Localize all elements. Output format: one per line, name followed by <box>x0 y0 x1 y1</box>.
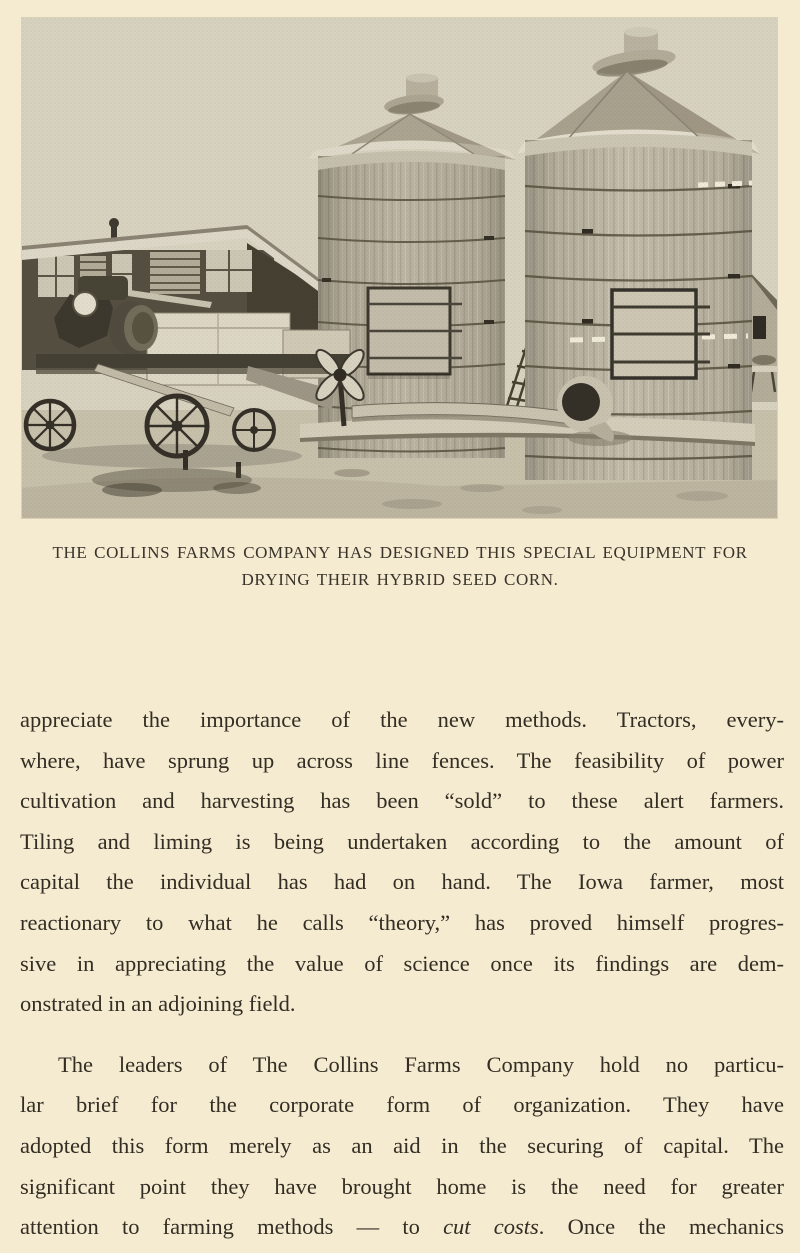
text-line <box>20 862 784 903</box>
text-line <box>20 903 784 944</box>
text-run: adopted this form merely as an aid in the securing of capital. The <box>20 1132 784 1158</box>
paragraph <box>20 1045 784 1248</box>
text-line <box>20 700 784 741</box>
text-line <box>20 741 784 782</box>
caption-line-2: DRYING THEIR HYBRID SEED CORN. <box>241 570 559 589</box>
caption-line-1: THE COLLINS FARMS COMPANY HAS DESIGNED THIS SPECIAL EQUIPMENT FOR <box>52 543 748 562</box>
text-line <box>20 984 784 1025</box>
photo-caption <box>0 539 800 593</box>
text-run: appreciate the importance of the new methods. Tractors, every- <box>20 707 784 732</box>
text-line <box>20 1085 784 1126</box>
text-run: lar brief for the corporate form of organization. They have <box>20 1092 784 1118</box>
text-line <box>20 781 784 822</box>
photo-grain-drying-equipment <box>22 18 777 518</box>
text-run: onstrated in an adjoining field. <box>20 991 296 1017</box>
text-run: significant point they have brought home is the need for greater <box>20 1173 784 1199</box>
photo-halftone-texture <box>22 18 777 518</box>
text-line <box>20 822 784 863</box>
photo-illustration <box>22 18 777 518</box>
text-line <box>20 944 784 985</box>
text-run: The leaders of The Collins Farms Company hold no particu- <box>58 1051 784 1077</box>
body-text <box>20 700 784 1248</box>
text-line <box>20 1167 784 1208</box>
text-line <box>20 1126 784 1167</box>
text-run: reactionary to what he calls “theory,” has proved himself progres- <box>20 909 784 935</box>
text-line <box>20 1045 784 1086</box>
text-run: cultivation and harvesting has been “sold” to these alert farmers. <box>20 788 784 814</box>
text-run: Tiling and liming is being undertaken according to the amount of <box>20 828 784 854</box>
text-run: . Once the mechanics <box>538 1214 784 1240</box>
text-run: where, have sprung up across line fences. The feasibility of power <box>20 747 784 773</box>
emphasized-text: cut costs <box>443 1214 539 1240</box>
text-line <box>20 1207 784 1248</box>
text-run: attention to farming methods — to <box>20 1214 444 1240</box>
paragraph <box>20 700 784 1025</box>
text-run: capital the individual has had on hand. The Iowa farmer, most <box>20 869 784 895</box>
text-run: sive in appreciating the value of science once its findings are dem- <box>20 950 784 976</box>
